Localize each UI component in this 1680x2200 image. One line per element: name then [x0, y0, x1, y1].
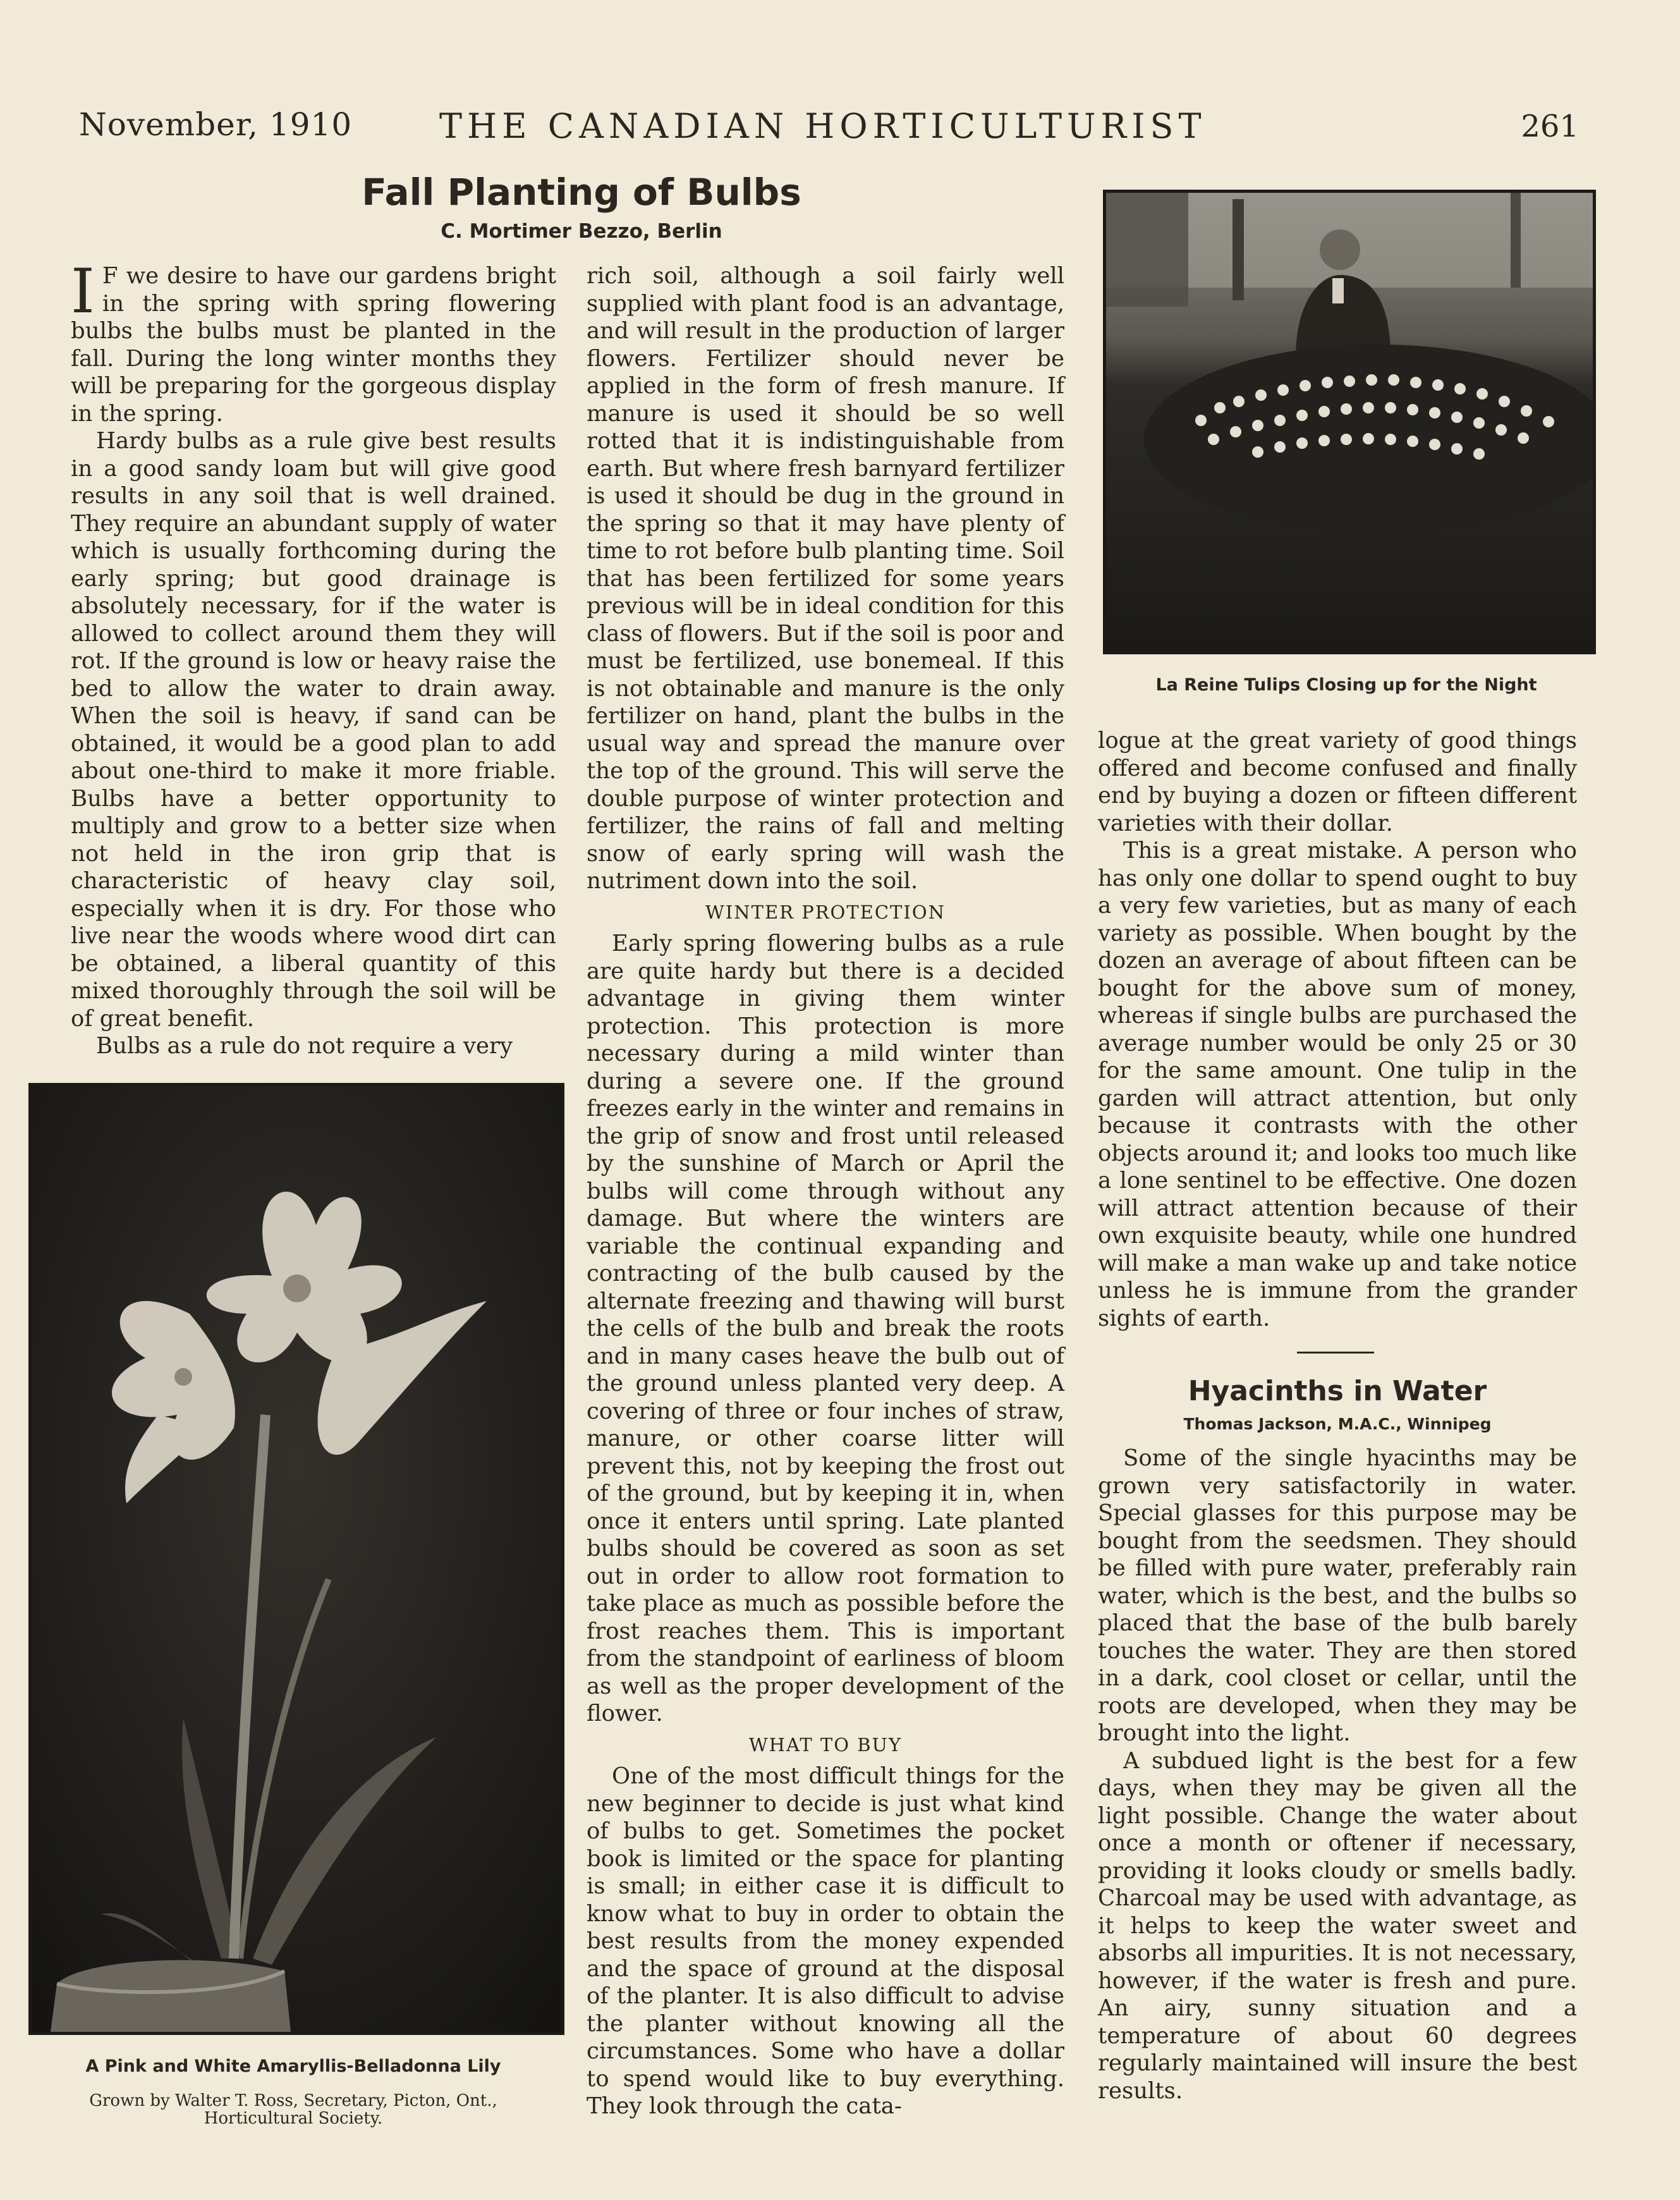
column-3	[1098, 727, 1577, 1332]
paragraph: logue at the great variety of good things offered and become confused and finally end by buying a dozen or fifteen different varieties with their dollar.	[1098, 728, 1577, 836]
paragraph: rich soil, although a soil fairly well supplied with plant food is an advantage, and will result in the production of larger flowers. Fertilizer should never be applied in the form of fresh manure. If manure is used it should be so well rotted that it is indistinguishable from earth. But where fresh barnyard fertilizer is used it should be dug in the ground in the spring so that it may have plenty of time to rot before bulb planting time. Soil that has been fertilized for some years previous will be in ideal condition for this class of flowers. But if the soil is poor and must be fertilized, use bonemeal. If this is not obtainable and manure is the only fertilizer on hand, plant the bulbs in the usual way and spread the manure over the top of the ground. This will serve the double purpose of winter protection and fertilizer, the rains of fall and melting snow of early spring will wash the nutriment down into the soil.	[587, 263, 1064, 894]
section-divider	[1297, 1352, 1374, 1354]
lily-caption: A Pink and White Amaryllis-Belladonna Lily	[85, 2056, 501, 2076]
article-title: Fall Planting of Bulbs	[362, 171, 801, 214]
amaryllis-lily-image	[32, 1086, 561, 2032]
tulips-photo	[1103, 190, 1596, 654]
paragraph: A subdued light is the best for a few days, when they may be given all the light possible. Change the water about once a month or oftener if necessary, providing it looks cloudy or smells badly. Charcoal may be used with advantage, as it helps to keep the water sweet and absorbs all impurities. It is not necessary, however, if the water is fresh and pure. An airy, sunny situation and a temperature of about 60 degrees regularly maintained will insure the best results.	[1098, 1747, 1577, 2104]
page-number: 261	[1521, 109, 1579, 144]
paragraph: One of the most difficult things for the new beginner to decide is just what kind of bulbs to get. Sometimes the pocket book is limited or the space for planting is small; in either case it is difficult to know what to buy in order to obtain the best results from the money expended and the space of ground at the disposal of the planter. It is also difficult to advise the planter without knowing all the circumstances. Some who have a dollar to spend would like to buy everything. They look through the cata-	[587, 1763, 1064, 2119]
drop-cap: I	[71, 256, 95, 327]
section-heading: WINTER PROTECTION	[705, 901, 946, 923]
paragraph: Some of the single hyacinths may be grown very satisfactorily in water. Special glasses for this purpose may be bought from the seedsmen. They should be filled with pure water, preferably rain water, which is the best, and the bulbs so placed that the base of the bulb barely touches the water. They are then stored in a dark, cool closet or cellar, until the roots are developed, when they may be brought into the light.	[1098, 1445, 1577, 1746]
hyacinths-title: Hyacinths in Water	[1188, 1375, 1487, 1407]
lily-credit-line: Grown by Walter T. Ross, Secretary, Picton, Ont.,	[89, 2091, 497, 2110]
article-byline: C. Mortimer Bezzo, Berlin	[441, 220, 722, 243]
column-1	[71, 256, 556, 1060]
running-head	[79, 106, 1579, 150]
paragraph: F we desire to have our gardens bright in the spring with spring flowering bulbs the bulbs must be planted in the fall. During the long winter months they will be preparing for the gorgeous display in the spring.	[71, 263, 556, 427]
lily-credit	[28, 2092, 558, 2127]
lily-credit-line: Horticultural Society.	[204, 2109, 383, 2128]
issue-date: November, 1910	[79, 106, 353, 143]
paragraph: Bulbs as a rule do not require a very	[96, 1033, 513, 1059]
hyacinths-byline: Thomas Jackson, M.A.C., Winnipeg	[1183, 1415, 1492, 1433]
section-heading: WHAT TO BUY	[748, 1733, 903, 1756]
paragraph: This is a great mistake. A person who has only one dollar to spend ought to buy a very few varieties, but as many of each variety as possible. When bought by the dozen an average of about fifteen can be bought for the above sum of money, whereas if single bulbs are purchased the average number would be only 25 or 30 for the same amount. One tulip in the garden will attract attention, but only because it contrasts with the other objects around it; and looks too much like a lone sentinel to be effective. One dozen will attract attention because of their own exquisite beauty, while one hundred will make a man wake up and take notice unless he is immune from the grander sights of earth.	[1098, 838, 1577, 1331]
tulips-caption: La Reine Tulips Closing up for the Night	[1155, 675, 1537, 695]
column-2	[587, 262, 1064, 2120]
paragraph: Hardy bulbs as a rule give best results in a good sandy loam but will give good results in any soil that is well drained. They require an abundant supply of water which is usually forthcoming during the early spring; but good drainage is absolutely necessary, for if the water is allowed to collect around them they will rot. If the ground is low or heavy raise the bed to allow the water to drain away. When the soil is heavy, if sand can be obtained, it would be a good plan to add about one-third to make it more friable. Bulbs have a better opportunity to multiply and grow to a better size when not held in the iron grip that is characteristic of heavy clay soil, especially when it is dry. For those who live near the woods where wood dirt can be obtained, a liberal quantity of this mixed thoroughly through the soil will be of great benefit.	[71, 428, 556, 1032]
magazine-title: THE CANADIAN HORTICULTURIST	[439, 106, 1207, 146]
tulip-bed-image	[1106, 193, 1593, 651]
column-3-continued	[1098, 1445, 1577, 2105]
paragraph: Early spring flowering bulbs as a rule are quite hardy but there is a decided advantage in giving them winter protection. This protection is more necessary during a mild winter than during a severe one. If the ground freezes early in the winter and remains in the grip of snow and frost until released by the sunshine of March or April the bulbs will come through without any damage. But where the winters are variable the continual expanding and contracting of the bulb caused by the alternate freezing and thawing will burst the cells of the bulb and break the roots and in many cases heave the bulb out of the ground unless planted very deep. A covering of three or four inches of straw, manure, or other coarse litter will prevent this, not by keeping the frost out of the ground, but by keeping it in, when once it enters until spring. Late planted bulbs should be covered as soon as set out in order to allow root formation to take place as much as possible before the frost reaches them. This is important from the standpoint of earliness of bloom as well as the proper development of the flower.	[587, 931, 1064, 1726]
lily-photo	[28, 1083, 564, 2035]
